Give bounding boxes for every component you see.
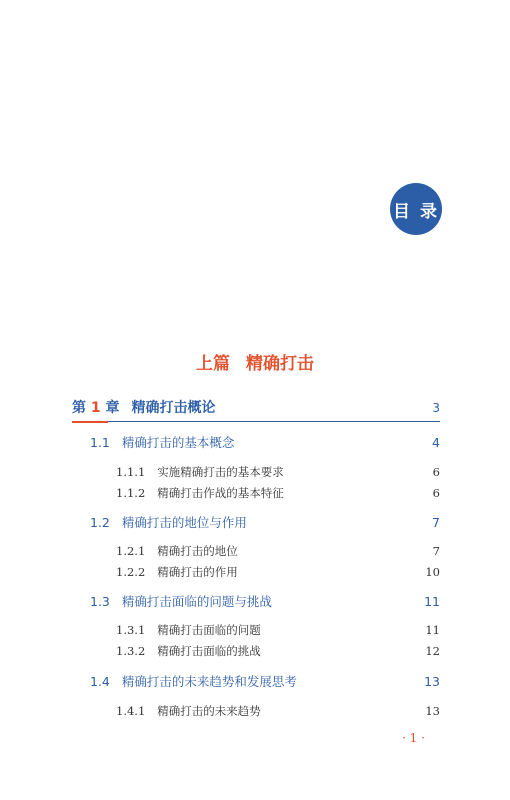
subsection-entry[interactable]: 1.4.1 精确打击的未来趋势 13 xyxy=(116,704,440,718)
subsection-entry[interactable]: 1.2.2 精确打击的作用 10 xyxy=(116,565,440,579)
page-number: · 1 · xyxy=(402,731,425,745)
subsection-entry[interactable]: 1.1.2 精确打击作战的基本特征 6 xyxy=(116,486,440,500)
section-page: 11 xyxy=(424,594,440,609)
subsection-page: 6 xyxy=(432,465,440,479)
subsection-page: 7 xyxy=(432,544,440,558)
section-entry[interactable]: 1.4 精确打击的未来趋势和发展思考 13 xyxy=(90,674,440,689)
subsection-page: 12 xyxy=(425,644,440,658)
chapter-title: 精确打击概论 xyxy=(131,400,216,416)
subsection-page: 13 xyxy=(425,704,440,718)
section-page: 7 xyxy=(432,515,440,530)
subsection-entry[interactable]: 1.2.1 精确打击的地位 7 xyxy=(116,544,440,558)
subsection-entry[interactable]: 1.3.1 精确打击面临的问题 11 xyxy=(116,623,440,637)
section-page: 13 xyxy=(424,674,440,689)
section-entry[interactable]: 1.1 精确打击的基本概念 4 xyxy=(90,435,440,450)
chapter-page: 3 xyxy=(432,401,440,415)
part-title: 上篇 精确打击 xyxy=(196,354,314,374)
subsection-page: 11 xyxy=(425,623,440,637)
subsection-entry[interactable]: 1.1.1 实施精确打击的基本要求 6 xyxy=(116,465,440,479)
subsection-page: 6 xyxy=(432,486,440,500)
subsection-entry[interactable]: 1.3.2 精确打击面临的挑战 12 xyxy=(116,644,440,658)
section-entry[interactable]: 1.2 精确打击的地位与作用 7 xyxy=(90,515,440,530)
chapter-accent-bar xyxy=(72,421,108,423)
toc-badge-label: 目 录 xyxy=(393,201,439,222)
section-entry[interactable]: 1.3 精确打击面临的问题与挑战 11 xyxy=(90,594,440,609)
chapter-number: 第 1 章 xyxy=(72,400,120,416)
subsection-page: 10 xyxy=(425,565,440,579)
chapter-entry[interactable] xyxy=(72,397,440,422)
section-page: 4 xyxy=(432,435,440,450)
